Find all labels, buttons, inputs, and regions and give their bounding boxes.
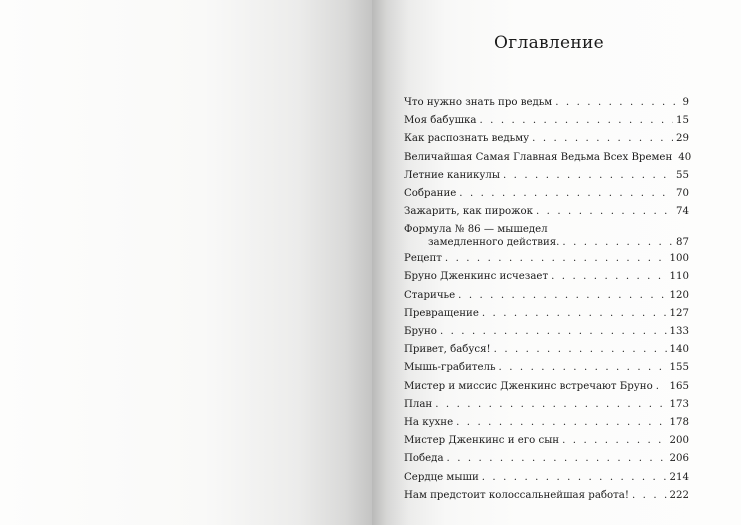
toc-leader (440, 323, 667, 341)
toc-leader (494, 341, 667, 359)
toc-entry (404, 487, 689, 505)
toc-entry (404, 112, 689, 130)
toc-entry (404, 269, 689, 287)
toc-entry (404, 450, 689, 468)
toc-entry-title: Летние каникулы (404, 169, 500, 181)
toc-entry (404, 221, 689, 250)
toc-leader (562, 432, 666, 450)
toc-entry-title: Что нужно знать про ведьм (404, 96, 553, 108)
toc-entry (404, 287, 689, 305)
toc-entry-title: Мышь-грабитель (404, 362, 496, 374)
toc-leader (435, 396, 666, 414)
toc-page-number: 110 (669, 271, 689, 283)
toc-page-number: 29 (676, 133, 689, 145)
toc-leader (555, 94, 679, 112)
toc-entry-continuation (404, 236, 689, 250)
toc-leader (562, 236, 673, 250)
toc-page-number: 178 (669, 416, 689, 428)
toc-entry-title: Победа (404, 453, 444, 465)
toc-entry (404, 341, 689, 359)
toc-entry (404, 203, 689, 221)
toc-page-number: 222 (669, 489, 689, 501)
page-title: Оглавление (494, 33, 604, 53)
toc-page-number: 165 (669, 380, 689, 392)
toc-entry (404, 359, 689, 377)
toc-entry (404, 414, 689, 432)
toc-page-number: 15 (676, 115, 689, 127)
toc-leader (656, 378, 667, 396)
toc-page-number: 140 (669, 344, 689, 356)
toc-page-number: 120 (669, 289, 689, 301)
toc-leader (632, 487, 667, 505)
toc-entry-title: План (404, 398, 433, 410)
toc-entry-title: Бруно Дженкинс исчезает (404, 271, 549, 283)
toc-entry-title: Рецепт (404, 253, 442, 265)
toc-page-number: 55 (676, 169, 689, 181)
toc-entry-title: Собрание (404, 187, 457, 199)
toc-leader (479, 112, 673, 130)
toc-entry (404, 149, 692, 167)
toc-entry (404, 396, 689, 414)
toc-leader (458, 287, 666, 305)
toc-page-number: 9 (682, 96, 689, 108)
toc-leader (503, 167, 673, 185)
toc-entry (404, 130, 689, 148)
toc-page-number: 155 (669, 362, 689, 374)
toc-leader (551, 268, 666, 286)
toc-page-number: 100 (669, 253, 689, 265)
toc-leader (482, 305, 667, 323)
toc-entry-title: Как распознать ведьму (404, 133, 530, 145)
toc-entry (404, 250, 689, 268)
toc-page-number: 74 (676, 206, 689, 218)
toc-entry-title: Мистер Дженкинс и его сын (404, 435, 560, 447)
toc-entry-title-line2: замедленного действия. (428, 237, 560, 249)
toc-entry-title: Бруно (404, 326, 437, 338)
toc-leader (536, 203, 673, 221)
toc-entry-title-line1: Формула № 86 — мышедел (404, 224, 548, 236)
toc-entry (404, 469, 689, 487)
toc-leader (445, 250, 667, 268)
toc-page-number: 133 (669, 326, 689, 338)
toc-page-number: 127 (669, 307, 689, 319)
toc-entry-title: На кухне (404, 416, 454, 428)
toc-page-number: 206 (669, 453, 689, 465)
toc-leader (459, 185, 673, 203)
toc-entry-title: Мистер и миссис Дженкинс встречают Бруно (404, 380, 653, 392)
toc-page-number: 70 (676, 187, 689, 199)
table-of-contents (404, 94, 692, 505)
toc-entry-title: Превращение (404, 307, 479, 319)
toc-leader (456, 414, 666, 432)
toc-entry-title: Моя бабушка (404, 115, 477, 127)
toc-leader (532, 130, 673, 148)
toc-entry (404, 378, 689, 396)
toc-entry-title: Нам предстоит колоссальнейшая работа! (404, 489, 629, 501)
toc-entry (404, 305, 689, 323)
toc-entry-title: Зажарить, как пирожок (404, 206, 533, 218)
toc-page-number: 214 (669, 471, 689, 483)
toc-entry (404, 432, 689, 450)
toc-entry-title: Сердце мыши (404, 471, 479, 483)
toc-entry (404, 94, 689, 112)
toc-entry (404, 323, 689, 341)
toc-page-number: 200 (669, 435, 689, 447)
toc-entry (404, 185, 689, 203)
toc-entry-title: Величайшая Самая Главная Ведьма Всех Времен (404, 151, 673, 163)
toc-page-number: 173 (669, 398, 689, 410)
toc-entry-title: Привет, бабуся! (404, 344, 491, 356)
toc-leader (482, 469, 667, 487)
toc-leader (447, 450, 667, 468)
toc-page-number: 40 (678, 151, 692, 163)
toc-leader (499, 359, 667, 377)
toc-entry-title: Старичье (404, 289, 456, 301)
toc-page-number: 87 (676, 237, 689, 249)
toc-entry (404, 167, 689, 185)
